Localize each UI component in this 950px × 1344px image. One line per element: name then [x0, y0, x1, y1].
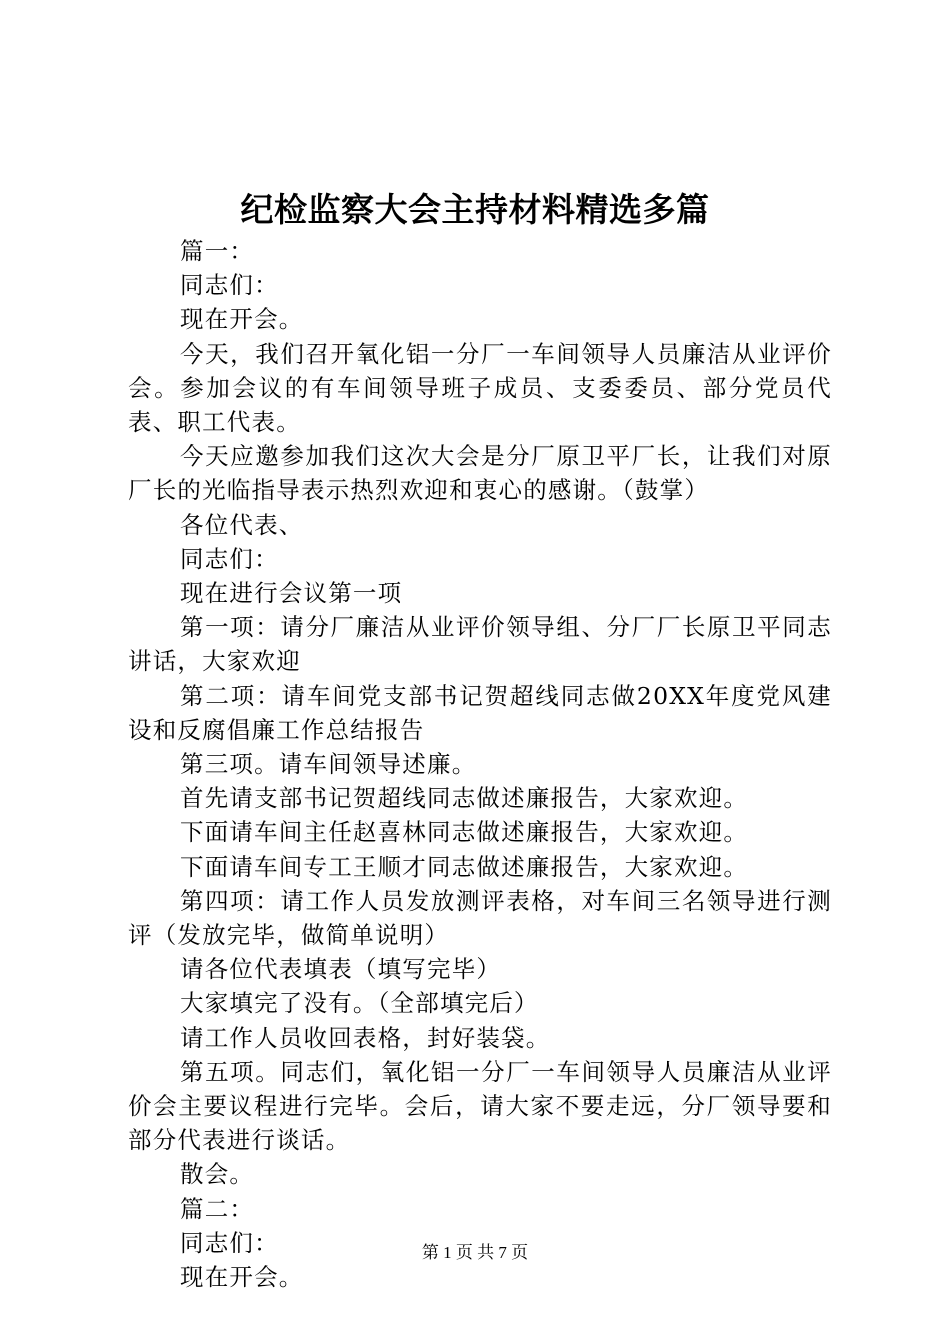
document-body — [128, 234, 832, 1294]
paragraph: 首先请支部书记贺超线同志做述廉报告，大家欢迎。 — [180, 784, 749, 813]
paragraph: 第二项：请车间党支部书记贺超线同志做20XX年度党风建设和反腐倡廉工作总结报告 — [128, 681, 832, 744]
paragraph: 散会。 — [180, 1160, 255, 1189]
paragraph: 第四项：请工作人员发放测评表格，对车间三名领导进行测评（发放完毕，做简单说明） — [128, 886, 832, 950]
paragraph: 第三项。请车间领导述廉。 — [180, 750, 477, 779]
paragraph: 同志们： — [180, 1228, 279, 1257]
paragraph: 请各位代表填表（填写完毕） — [180, 955, 502, 984]
document-title: 纪检监察大会主持材料精选多篇 — [240, 190, 710, 229]
paragraph: 下面请车间主任赵喜林同志做述廉报告，大家欢迎。 — [180, 818, 749, 847]
paragraph: 下面请车间专工王顺才同志做述廉报告，大家欢迎。 — [180, 852, 749, 881]
paragraph: 请工作人员收回表格，封好装袋。 — [180, 1023, 551, 1052]
page-footer: 第 1 页 共 7 页 — [421, 1243, 529, 1262]
paragraph: 现在进行会议第一项 — [180, 579, 403, 608]
paragraph: 各位代表、 — [180, 510, 304, 539]
paragraph: 同志们： — [180, 544, 279, 573]
paragraph: 同志们： — [180, 271, 279, 300]
paragraph: 现在开会。 — [180, 305, 304, 334]
paragraph: 篇二： — [180, 1194, 255, 1223]
paragraph: 大家填完了没有。（全部填完后） — [180, 989, 539, 1018]
paragraph: 今天，我们召开氧化铝一分厂一车间领导人员廉洁从业评价会。参加会议的有车间领导班子成员、支委委员、部分党员代表、职工代表。 — [128, 339, 832, 437]
paragraph: 第五项。同志们，氧化铝一分厂一车间领导人员廉洁从业评价会主要议程进行完毕。会后，请大家不要走远，分厂领导要和部分代表进行谈话。 — [128, 1057, 832, 1155]
paragraph: 第一项：请分厂廉洁从业评价领导组、分厂厂长原卫平同志讲话，大家欢迎 — [128, 613, 832, 676]
paragraph: 篇一： — [180, 237, 255, 265]
paragraph: 今天应邀参加我们这次大会是分厂原卫平厂长，让我们对原厂长的光临指导表示热烈欢迎和衷心的感谢。（鼓掌） — [128, 442, 832, 505]
paragraph: 现在开会。 — [180, 1263, 304, 1292]
